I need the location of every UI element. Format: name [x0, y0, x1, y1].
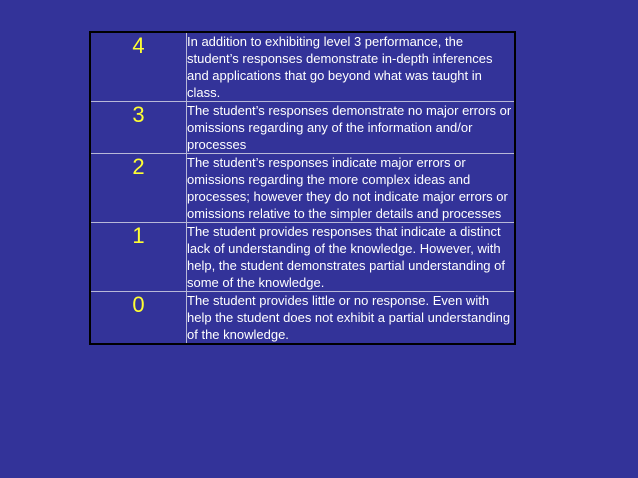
score-cell: 4 [90, 32, 187, 102]
description-cell: The student provides little or no response. Even with help the student does not exhibit a partial understanding of the knowledge. [187, 292, 516, 345]
rubric-row-3 [90, 102, 515, 154]
score-cell: 0 [90, 292, 187, 345]
description-cell: In addition to exhibiting level 3 performance, the student’s responses demonstrate in-depth inferences and applications that go beyond what was taught in class. [187, 32, 516, 102]
rubric-row-0 [90, 292, 515, 345]
rubric-row-2 [90, 154, 515, 223]
score-cell: 3 [90, 102, 187, 154]
rubric-row-1 [90, 223, 515, 292]
rubric-row-4 [90, 32, 515, 102]
description-cell: The student’s responses demonstrate no major errors or omissions regarding any of the information and/or processes [187, 102, 516, 154]
description-cell: The student’s responses indicate major errors or omissions regarding the more complex ideas and processes; however they do not indicate major errors or omissions relative to the simpler details and processes [187, 154, 516, 223]
score-cell: 2 [90, 154, 187, 223]
score-cell: 1 [90, 223, 187, 292]
rubric-table [89, 31, 516, 345]
description-cell: The student provides responses that indicate a distinct lack of understanding of the knowledge. However, with help, the student demonstrates partial understanding of some of the knowledge. [187, 223, 516, 292]
